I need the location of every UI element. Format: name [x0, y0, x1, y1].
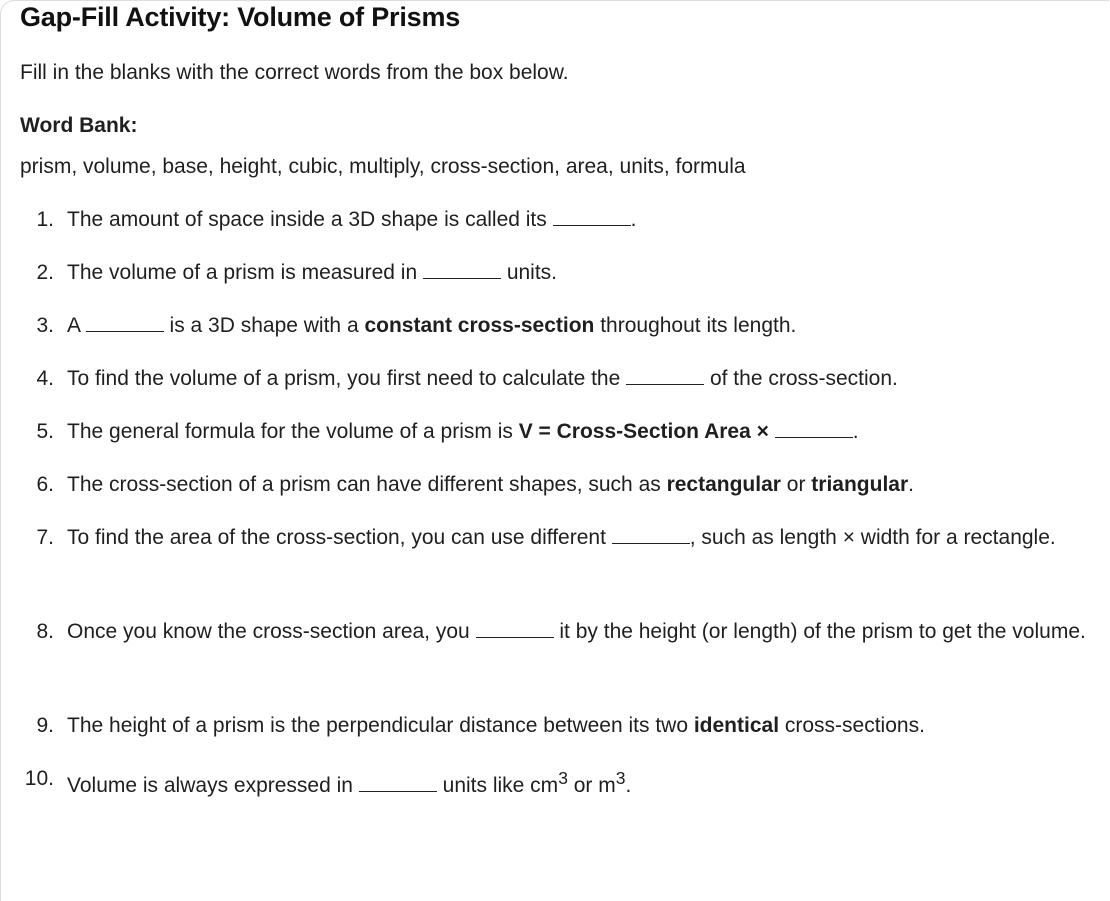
answer-blank[interactable]: [359, 775, 437, 792]
question-text: units like cm: [436, 774, 559, 797]
answer-blank[interactable]: [775, 421, 853, 438]
question-text: The height of a prism is the perpendicular distance between its two: [67, 714, 694, 737]
question-text: To find the area of the cross-section, you can use different: [67, 526, 612, 549]
bold-term: constant cross-section: [364, 314, 595, 337]
question-text: .: [625, 774, 632, 797]
bold-term: rectangular: [666, 473, 781, 496]
question-number: 4.: [36, 367, 54, 390]
answer-blank[interactable]: [553, 209, 631, 226]
bold-term: identical: [693, 714, 780, 737]
question-text: The volume of a prism is measured in: [67, 261, 423, 284]
question-number: 3.: [36, 314, 54, 337]
question-text: it by the height (or length) of the prism to get the volume.: [553, 620, 1086, 643]
question-text: Once you know the cross-section area, you: [67, 620, 476, 643]
answer-blank[interactable]: [476, 621, 554, 638]
question-text: .: [630, 208, 637, 231]
answer-blank[interactable]: [612, 527, 690, 544]
question-number: 2.: [36, 261, 54, 284]
question-text: The general formula for the volume of a prism is: [67, 420, 519, 443]
question-number: 6.: [36, 473, 54, 496]
question-number: 10.: [24, 767, 54, 790]
instructions: Fill in the blanks with the correct words from the box below.: [20, 61, 569, 84]
question-number: 9.: [36, 714, 54, 737]
answer-blank[interactable]: [423, 262, 501, 279]
bold-term: triangular: [811, 473, 909, 496]
question-number: 7.: [36, 526, 54, 549]
question-text: To find the volume of a prism, you first need to calculate the: [67, 367, 627, 390]
question-text: throughout its length.: [594, 314, 797, 337]
question-text: .: [908, 473, 914, 496]
question-number: 5.: [36, 420, 54, 443]
page-title: Gap-Fill Activity: Volume of Prisms: [20, 2, 461, 32]
question-text: or m: [567, 774, 616, 797]
bold-term: V = Cross-Section Area ×: [518, 420, 769, 443]
question-text: Volume is always expressed in: [67, 774, 359, 797]
question-text: cross-sections.: [779, 714, 925, 737]
question-text: , such as length × width for a rectangle.: [689, 526, 1056, 549]
word-bank-heading: Word Bank:: [20, 114, 138, 137]
question-text: or: [780, 473, 812, 496]
question-text: The cross-section of a prism can have different shapes, such as: [67, 473, 667, 496]
question-text: .: [852, 420, 859, 443]
answer-blank[interactable]: [626, 368, 704, 385]
question-number: 8.: [36, 620, 54, 643]
question-text: The amount of space inside a 3D shape is called its: [67, 208, 553, 231]
question-text: A: [67, 314, 86, 337]
superscript: 3: [558, 768, 568, 788]
word-bank-list: prism, volume, base, height, cubic, multiply, cross-section, area, units, formula: [20, 155, 746, 178]
question-text: units.: [500, 261, 558, 284]
superscript: 3: [615, 768, 626, 788]
answer-blank[interactable]: [86, 315, 164, 332]
question-number: 1.: [36, 208, 54, 231]
question-text: of the cross-section.: [704, 367, 898, 390]
question-text: is a 3D shape with a: [163, 314, 365, 337]
